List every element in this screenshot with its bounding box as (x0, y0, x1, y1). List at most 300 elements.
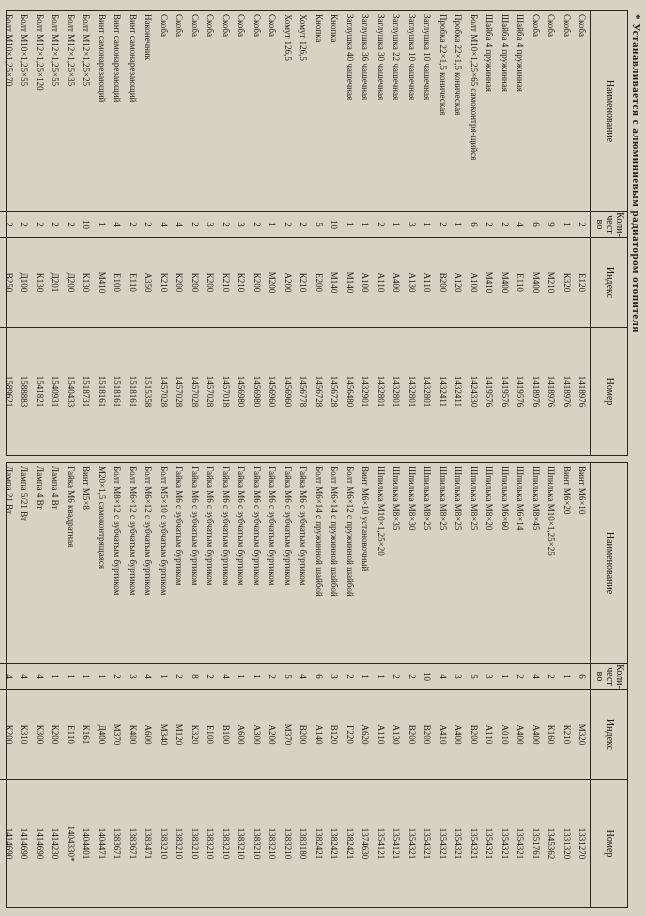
cell-number: 1418976 (528, 327, 544, 455)
table-row (1, 11, 17, 455)
cell-name: Скоба (577, 14, 588, 37)
cell-name: Наконечник (143, 14, 154, 61)
table-row (466, 463, 482, 907)
cell-qty: 4 (110, 211, 126, 237)
cell-name: Шпилька М8×20 (484, 466, 495, 531)
cell-index: А130 (389, 689, 405, 779)
cell-qty: 1 (63, 663, 79, 689)
cell-index: К160 (544, 689, 560, 779)
cell-qty: 1 (48, 663, 64, 689)
cell-name: Винт самонарезающий (112, 14, 123, 103)
cell-qty: 3 (125, 663, 141, 689)
cell-index: К210 (559, 689, 575, 779)
header-name: Наименование (604, 79, 615, 143)
cell-number: 1541821 (32, 327, 48, 455)
cell-qty: 4 (32, 663, 48, 689)
cell-number: 1331320 (559, 779, 575, 907)
cell-qty: 2 (203, 663, 219, 689)
cell-name (0, 11, 1, 211)
cell-number: 1374630 (358, 779, 374, 907)
cell-index: М370 (280, 689, 296, 779)
cell-qty: 3 (482, 663, 498, 689)
cell-index: К130 (32, 237, 48, 327)
cell-index: В200 (466, 689, 482, 779)
cell-qty: 2 (575, 211, 591, 237)
table-body (0, 11, 590, 455)
cell-qty: 1 (373, 663, 389, 689)
cell-index: А400 (528, 689, 544, 779)
cell-number: 1456728 (311, 327, 327, 455)
cell-number: 1515358 (141, 327, 157, 455)
cell-name: Лампа 21 Вт (3, 466, 14, 515)
table-row (389, 11, 405, 455)
cell-name: Заглушка 30 чашечная (375, 14, 386, 101)
cell-index: К210 (296, 237, 312, 327)
cell-qty: 2 (218, 211, 234, 237)
cell-qty: 2 (125, 211, 141, 237)
table-row (575, 11, 591, 455)
cell-name: Болт М12×1,25×120 (34, 14, 45, 91)
cell-qty: 1 (389, 211, 405, 237)
cell-qty: 10 (420, 663, 436, 689)
table-row (296, 11, 312, 455)
cell-index: Е120 (575, 237, 591, 327)
cell-index: В200 (420, 689, 436, 779)
cell-number: 1354121 (373, 779, 389, 907)
cell-name: Гайка М6 с зубчатым буртиком (174, 466, 185, 586)
table-row (482, 463, 498, 907)
table-row (544, 11, 560, 455)
cell-name: Гайка М6 с зубчатым буртиком (251, 466, 262, 586)
cell-number: 1383210 (280, 779, 296, 907)
cell-name: Болт М6×12 с зубчатым буртиком (143, 466, 154, 596)
cell-qty: 9 (544, 211, 560, 237)
cell-index: М400 (528, 237, 544, 327)
table-row (249, 11, 265, 455)
cell-number: 1383671 (110, 779, 126, 907)
cell-name: Хомут 126,5 (282, 14, 293, 61)
cell-qty: 4 (156, 211, 172, 237)
header-qty: Коли-чест во (591, 663, 627, 689)
table-row (389, 463, 405, 907)
cell-qty: 3 (234, 211, 250, 237)
table-row (63, 11, 79, 455)
cell-name: Скоба (530, 14, 541, 37)
cell-number: 1456960 (265, 327, 281, 455)
cell-index: А300 (249, 689, 265, 779)
cell-qty: 10 (79, 211, 95, 237)
cell-number: 1432901 (358, 327, 374, 455)
cell-index: А100 (358, 237, 374, 327)
cell-name: М20×1,5 самоконтрящаяся (96, 466, 107, 569)
table-row (218, 463, 234, 907)
cell-number: 1518161 (94, 327, 110, 455)
cell-number: 1419576 (513, 327, 529, 455)
table-row (342, 11, 358, 455)
cell-number: 1588883 (17, 327, 33, 455)
cell-name: Гайка М6 с зубчатым буртиком (189, 466, 200, 586)
cell-index: А400 (451, 689, 467, 779)
cell-name: Болт М5×10 с зубчатым буртиком (158, 466, 169, 596)
cell-name: Скоба (189, 14, 200, 37)
cell-qty (0, 211, 1, 237)
parts-table-left (3, 462, 628, 908)
cell-name: Болт М6×12 с зубчатым буртиком (127, 466, 138, 596)
cell-number: 1414690 (32, 779, 48, 907)
cell-qty: 4 (218, 663, 234, 689)
table-row (528, 11, 544, 455)
cell-number: 1404401 (79, 779, 95, 907)
table-row (451, 11, 467, 455)
table-row (156, 11, 172, 455)
cell-index: Е200 (311, 237, 327, 327)
cell-index: Д400 (94, 689, 110, 779)
cell-name: Винт М6×10 установочный (360, 466, 371, 572)
table-row (125, 11, 141, 455)
cell-index (0, 237, 1, 327)
table-row (358, 11, 374, 455)
table-row (1, 463, 17, 907)
cell-name: Скоба (561, 14, 572, 37)
cell-qty: 4 (296, 663, 312, 689)
cell-index: А600 (141, 689, 157, 779)
table-row (218, 11, 234, 455)
cell-name: Лампа 4 Вт (50, 466, 61, 510)
cell-index: В120 (327, 689, 343, 779)
table-row (125, 463, 141, 907)
table-row (234, 463, 250, 907)
table-row (187, 463, 203, 907)
table-header (590, 11, 627, 455)
cell-index: К200 (48, 689, 64, 779)
cell-qty: 8 (187, 663, 203, 689)
cell-number: 1424330 (466, 327, 482, 455)
cell-index: А120 (451, 237, 467, 327)
table-body (0, 463, 590, 907)
table-row (528, 463, 544, 907)
table-row (311, 463, 327, 907)
cell-number: 1418976 (544, 327, 560, 455)
cell-name: Заглушка 10 чашечная (422, 14, 433, 101)
table-row (156, 463, 172, 907)
cell-qty: 2 (17, 211, 33, 237)
table-row (404, 463, 420, 907)
cell-number: 1419576 (482, 327, 498, 455)
cell-number: 1540433 (63, 327, 79, 455)
cell-index: А110 (373, 237, 389, 327)
cell-qty: 3 (327, 663, 343, 689)
cell-qty: 2 (513, 663, 529, 689)
table-row (575, 463, 591, 907)
table-row (203, 11, 219, 455)
cell-number: 1589621 (1, 327, 17, 455)
cell-qty: 1 (156, 663, 172, 689)
cell-qty: 3 (404, 211, 420, 237)
cell-name: Заглушка 40 чашечная (344, 14, 355, 101)
cell-name: Скоба (546, 14, 557, 37)
cell-index: В100 (218, 689, 234, 779)
cell-name: Винт М6×20 (561, 466, 572, 515)
cell-name: Скоба (236, 14, 247, 37)
table-row (497, 463, 513, 907)
cell-number: 1345362 (544, 779, 560, 907)
cell-qty: 4 (141, 663, 157, 689)
cell-number: 1457028 (172, 327, 188, 455)
cell-name: Болт М10×1,25×55 (19, 14, 30, 87)
cell-qty: 3 (451, 663, 467, 689)
cell-index: Д201 (48, 237, 64, 327)
cell-number: 1457028 (156, 327, 172, 455)
header-number: Номер (591, 779, 627, 907)
cell-index: А400 (513, 689, 529, 779)
table-row (0, 463, 1, 907)
table-row (327, 11, 343, 455)
cell-name: Болт М10×1,25×65 самоконтря-щийся (468, 14, 479, 161)
cell-qty: 2 (63, 211, 79, 237)
header-name: Наименование (604, 531, 615, 595)
table-row (172, 11, 188, 455)
cell-index: К300 (32, 689, 48, 779)
cell-index: В200 (296, 689, 312, 779)
table-row (544, 463, 560, 907)
cell-index: А620 (358, 689, 374, 779)
cell-qty: 2 (172, 663, 188, 689)
table-row (94, 11, 110, 455)
cell-name: Шайба 4 пружинная (515, 14, 526, 92)
table-row (420, 463, 436, 907)
cell-index: Е110 (63, 689, 79, 779)
table-row (110, 11, 126, 455)
cell-index: А110 (373, 689, 389, 779)
cell-index: А130 (404, 237, 420, 327)
table-row (234, 11, 250, 455)
cell-number: 1457028 (203, 327, 219, 455)
table-row (141, 463, 157, 907)
table-row (172, 463, 188, 907)
cell-name: Хомут 126,5 (298, 14, 309, 61)
cell-number: 1404330* (63, 779, 79, 907)
cell-qty: 4 (528, 663, 544, 689)
cell-number: 1354321 (482, 779, 498, 907)
cell-index: А200 (280, 237, 296, 327)
cell-index: А110 (420, 237, 436, 327)
cell-name: Гайка М6 с зубчатым буртиком (236, 466, 247, 586)
cell-index: М410 (482, 237, 498, 327)
cell-index: Д200 (63, 237, 79, 327)
cell-index: М120 (172, 689, 188, 779)
cell-name: Гайка М6 квадратная (65, 466, 76, 548)
cell-name: Шпилька М8×25 (468, 466, 479, 531)
cell-number: 1432801 (389, 327, 405, 455)
table-row (48, 463, 64, 907)
cell-name: Болт М12×1,25×25 (81, 14, 92, 87)
cell-index: К200 (1, 689, 17, 779)
cell-name: Шайба 4 пружинная (484, 14, 495, 92)
cell-index: Е110 (513, 237, 529, 327)
cell-qty: 2 (389, 663, 405, 689)
cell-index: М210 (544, 237, 560, 327)
cell-number: 1383210 (249, 779, 265, 907)
cell-name: Шпилька М6×14 (515, 466, 526, 531)
cell-qty: 1 (94, 211, 110, 237)
cell-name (0, 463, 1, 663)
table-row (513, 463, 529, 907)
cell-name: Пробка 22×1,5 коническая (437, 14, 448, 116)
cell-qty: 3 (203, 211, 219, 237)
cell-qty: 2 (249, 211, 265, 237)
cell-number: 1457018 (218, 327, 234, 455)
cell-name: Болт М6×12 с пружинной шайбой (344, 466, 355, 597)
cell-name: Шпилька М8×30 (406, 466, 417, 531)
cell-index: Е110 (125, 237, 141, 327)
cell-name: Гайка М6 с зубчатым буртиком (282, 466, 293, 586)
cell-number: 1456980 (234, 327, 250, 455)
cell-index: М340 (156, 689, 172, 779)
cell-qty: 6 (311, 663, 327, 689)
cell-name: Заглушка 22 чашечная (391, 14, 402, 101)
table-row (373, 463, 389, 907)
cell-name: Скоба (220, 14, 231, 37)
cell-index: М370 (110, 689, 126, 779)
cell-qty: 1 (265, 211, 281, 237)
cell-number: 1351761 (528, 779, 544, 907)
cell-name: Болт М10×1,25×70 (3, 14, 14, 87)
cell-qty: 1 (420, 211, 436, 237)
cell-name: Скоба (174, 14, 185, 37)
cell-qty: 1 (249, 663, 265, 689)
cell-name: Шпилька М8×25 (422, 466, 433, 531)
cell-qty (0, 663, 1, 689)
table-row (451, 463, 467, 907)
cell-number: 1432801 (420, 327, 436, 455)
cell-qty: 2 (497, 211, 513, 237)
cell-name: Болт М8×12 с зубчатым буртиком (112, 466, 123, 596)
cell-number: 1354321 (513, 779, 529, 907)
cell-index: Д100 (17, 237, 33, 327)
cell-index: Е100 (110, 237, 126, 327)
cell-index: А350 (141, 237, 157, 327)
cell-qty: 5 (311, 211, 327, 237)
cell-qty: 1 (79, 663, 95, 689)
cell-name: Шпилька М10×1,25×20 (375, 466, 386, 556)
cell-index: М410 (94, 237, 110, 327)
cell-index: К210 (156, 237, 172, 327)
table-row (249, 463, 265, 907)
cell-number: 1432801 (373, 327, 389, 455)
cell-number (0, 779, 1, 907)
table-row (342, 463, 358, 907)
cell-qty: 4 (513, 211, 529, 237)
table-row (482, 11, 498, 455)
cell-index: М200 (265, 237, 281, 327)
cell-index: Г220 (342, 689, 358, 779)
cell-number: 1354321 (420, 779, 436, 907)
cell-qty: 2 (265, 663, 281, 689)
cell-name: Гайка М6 с зубчатым буртиком (205, 466, 216, 586)
cell-index: А010 (497, 689, 513, 779)
cell-qty: 2 (187, 211, 203, 237)
cell-number: 1432411 (451, 327, 467, 455)
cell-name: Винт М6×10 (577, 466, 588, 515)
cell-index: К200 (203, 237, 219, 327)
cell-index: К320 (559, 237, 575, 327)
cell-index: А400 (389, 237, 405, 327)
cell-number: 1456480 (342, 327, 358, 455)
cell-number: 1354321 (404, 779, 420, 907)
cell-index: А140 (311, 689, 327, 779)
table-row (280, 463, 296, 907)
cell-name: Скоба (158, 14, 169, 37)
cell-number: 1383210 (156, 779, 172, 907)
cell-number: 1540931 (48, 327, 64, 455)
cell-name: Пробка 22×1,5 коническая (453, 14, 464, 116)
table-row (203, 463, 219, 907)
table-row (79, 463, 95, 907)
cell-name: Гайка М6 с зубчатым буртиком (267, 466, 278, 586)
cell-name: Винт самонарезающий (127, 14, 138, 103)
table-row (94, 463, 110, 907)
cell-qty: 2 (32, 211, 48, 237)
cell-number: 1354121 (389, 779, 405, 907)
table-row (32, 11, 48, 455)
cell-number: 1331270 (575, 779, 591, 907)
cell-index: М140 (327, 237, 343, 327)
table-row (265, 11, 281, 455)
cell-index: В200 (435, 237, 451, 327)
cell-qty: 2 (342, 663, 358, 689)
cell-qty: 1 (559, 663, 575, 689)
cell-qty: 6 (528, 211, 544, 237)
table-row (373, 11, 389, 455)
cell-qty: 1 (497, 663, 513, 689)
cell-qty: 1 (358, 663, 374, 689)
cell-number: 1382421 (342, 779, 358, 907)
cell-name: Гайка М6 с зубчатым буртиком (298, 466, 309, 586)
cell-name: Скоба (267, 14, 278, 37)
cell-index (0, 689, 1, 779)
table-row (17, 463, 33, 907)
table-row (17, 11, 33, 455)
cell-number: 1414690 (17, 779, 33, 907)
table-row (141, 11, 157, 455)
cell-number: 1383210 (203, 779, 219, 907)
cell-number: 1383471 (141, 779, 157, 907)
header-qty: Коли-чест во (591, 211, 627, 237)
cell-number: 1456980 (249, 327, 265, 455)
cell-number: 1518161 (110, 327, 126, 455)
cell-name: Скоба (205, 14, 216, 37)
cell-qty: 5 (280, 663, 296, 689)
cell-name: Заглушка 10 чашечная (406, 14, 417, 101)
cell-qty: 2 (544, 663, 560, 689)
cell-qty: 2 (1, 211, 17, 237)
cell-name: Гайка М6 с зубчатым буртиком (220, 466, 231, 586)
cell-index: Е100 (203, 689, 219, 779)
cell-index: К210 (218, 237, 234, 327)
cell-index: В250 (1, 237, 17, 327)
cell-qty: 2 (404, 663, 420, 689)
cell-number: 1418976 (575, 327, 591, 455)
cell-qty: 2 (482, 211, 498, 237)
table-row (327, 463, 343, 907)
cell-name: Шпилька М8×25 (437, 466, 448, 531)
cell-name: Шайба 4 пружинная (499, 14, 510, 92)
table-row (187, 11, 203, 455)
table-row (559, 463, 575, 907)
cell-name: Лампа 5/21 Вт (19, 466, 30, 522)
cell-name: Винт М5×8 (81, 466, 92, 510)
table-row (63, 463, 79, 907)
